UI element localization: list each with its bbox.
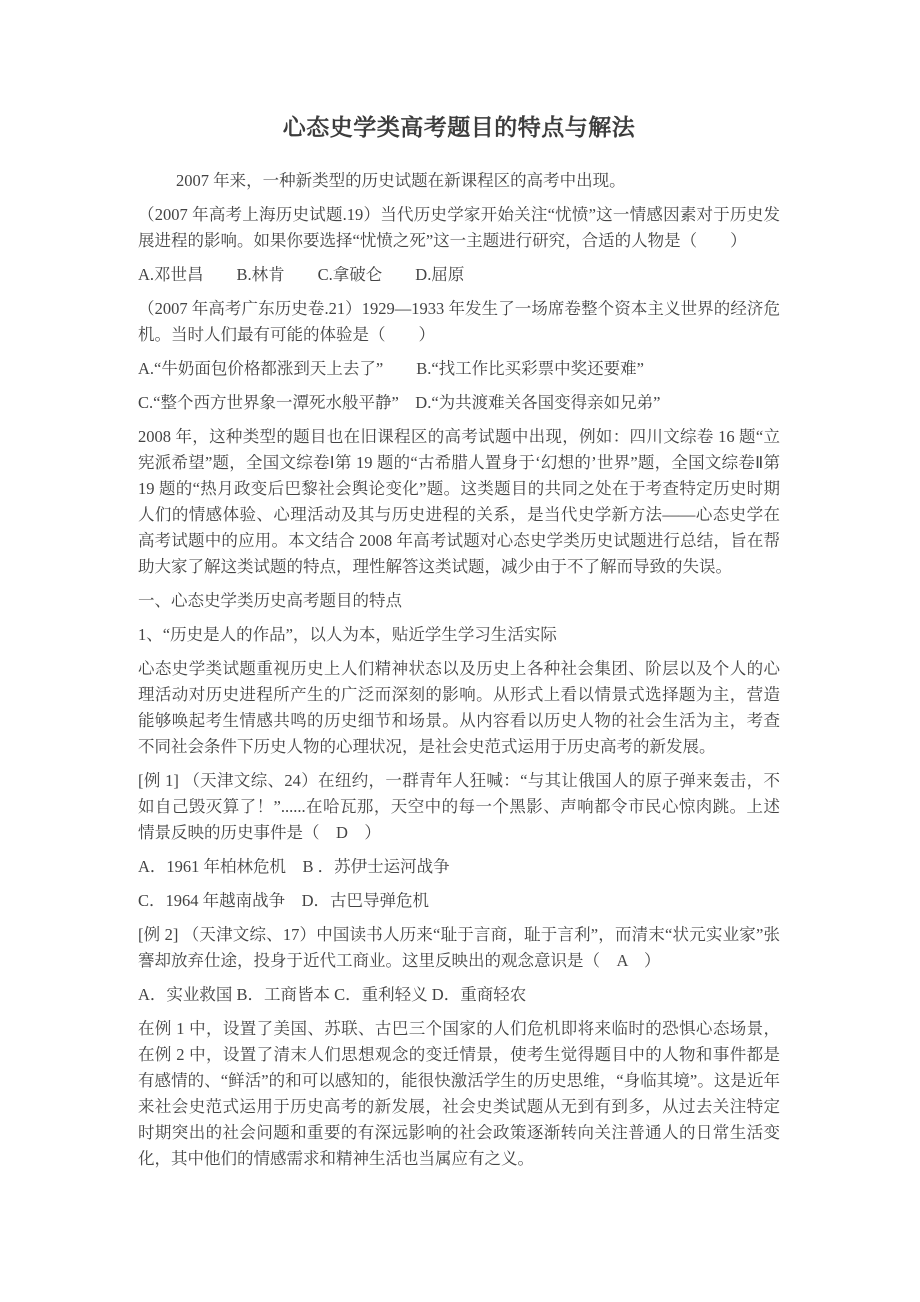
example-1-options-ab: A．1961 年柏林危机 B ．苏伊士运河战争 [138, 857, 450, 876]
section-heading-1: 一、心态史学类历史高考题目的特点 [138, 591, 402, 610]
paragraph-2008-overview: 2008 年，这种类型的题目也在旧课程区的高考试题中出现，例如：四川文综卷 16 题“立宪派希望”题，全国文综卷Ⅰ第 19 题的“古希腊人置身于‘幻想的’世界”题，全国文综卷Ⅱ第 19 题的“热月政变后巴黎社会舆论变化”题。这类题目的共同之处在于考查特定历史时期人们的情感体验、心理活动及其与历史进程的关系，是当代史学新方法——心态史学在高考试题中的应用。本文结合 2008 年高考试题对心态史学类历史试题进行总结，旨在帮助大家了解这类试题的特点，理性解答这类试题，减少由于不了解而导致的失误。 [138, 427, 780, 576]
options-guangdong-ab: A.“牛奶面包价格都涨到天上去了” B.“找工作比买彩票中奖还要难” [138, 359, 644, 378]
example-2-options: A．实业救国 B．工商皆本 C．重利轻义 D．重商轻农 [138, 985, 527, 1004]
question-2007-shanghai: （2007 年高考上海历史试题.19）当代历史学家开始关注“忧愤”这一情感因素对于历史发展进程的影响。如果你要选择“忧愤之死”这一主题进行研究，合适的人物是（ ） [138, 205, 780, 250]
options-guangdong-cd: C.“整个西方世界象一潭死水般平静” D.“为共渡难关各国变得亲如兄弟” [138, 393, 661, 412]
example-2-question: [例 2] （天津文综、17）中国读书人历来“耻于言商，耻于言利”，而清末“状元实业家”张謇却放弃仕途，投身于近代工商业。这里反映出的观念意识是（ A ） [138, 925, 780, 970]
example-1-question: [例 1] （天津文综、24）在纽约，一群青年人狂喊：“与其让俄国人的原子弹来轰击，不如自己毁灭算了！”......在哈瓦那，天空中的每一个黑影、声响都令市民心惊肉跳。上述情景反映的历史事件是（ D ） [138, 771, 780, 842]
document-body [138, 168, 780, 1172]
document-title: 心态史学类高考题目的特点与解法 [282, 114, 636, 140]
options-shanghai: A.邓世昌 B.林肯 C.拿破仑 D.屈原 [138, 265, 465, 284]
paragraph-feature-description: 心态史学类试题重视历史上人们精神状态以及历史上各种社会集团、阶层以及个人的心理活动对历史进程所产生的广泛而深刻的影响。从形式上看以情景式选择题为主，营造能够唤起考生情感共鸣的历史细节和场景。从内容看以历史人物的社会生活为主，考查不同社会条件下历史人物的心理状况，是社会史范式运用于历史高考的新发展。 [138, 659, 780, 756]
closing-paragraph: 在例 1 中，设置了美国、苏联、古巴三个国家的人们危机即将来临时的恐惧心态场景，在例 2 中，设置了清末人们思想观念的变迁情景，使考生觉得题目中的人物和事件都是有感情的、“鲜活”的和可以感知的，能很快激活学生的历史思维，“身临其境”。这是近年来社会史范式运用于历史高考的新发展，社会史类试题从无到有到多，从过去关注特定时期突出的社会问题和重要的有深远影响的社会政策逐渐转向关注普通人的日常生活变化，其中他们的情感需求和精神生活也当属应有之义。 [138, 1019, 780, 1168]
example-1-options-cd: C．1964 年越南战争 D．古巴导弹危机 [138, 891, 430, 910]
question-2007-guangdong: （2007 年高考广东历史卷.21）1929—1933 年发生了一场席卷整个资本主义世界的经济危机。当时人们最有可能的体验是（ ） [138, 299, 780, 344]
subsection-heading-1-1: 1、“历史是人的作品”，以人为本，贴近学生学习生活实际 [138, 625, 557, 644]
intro-paragraph: 2007 年来，一种新类型的历史试题在新课程区的高考中出现。 [176, 171, 626, 190]
